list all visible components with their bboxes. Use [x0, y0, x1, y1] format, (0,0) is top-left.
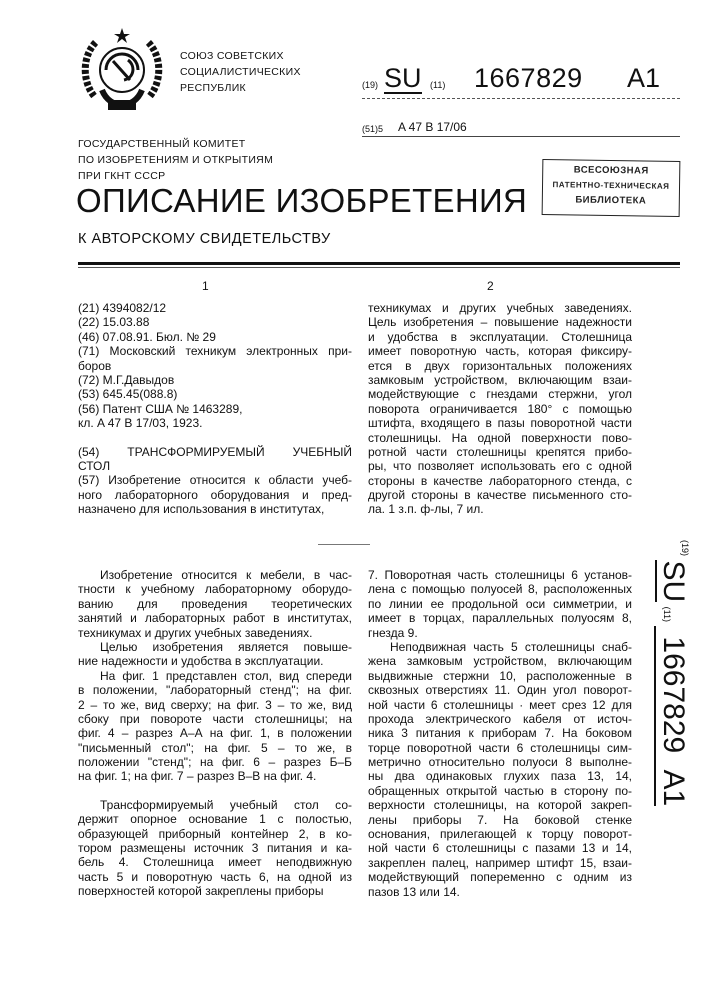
text-line: на фиг. 1; на фиг. 7 – разрез В–В на фиг. 4.	[78, 769, 352, 783]
paragraph	[78, 473, 352, 516]
text-line: поворота ограничивается 180° с помощью	[368, 402, 632, 416]
paragraph	[78, 640, 352, 669]
text-line: (57) Изобретение относится к области учеб-	[78, 473, 352, 487]
text-line: сбоку при повороте части столешницы; на	[78, 712, 352, 726]
text-line: другой стороны в качестве письменного сто-	[368, 488, 632, 502]
country-name	[180, 48, 301, 96]
paragraph	[78, 315, 352, 329]
header-rule-thick	[78, 262, 680, 265]
text-line: по линии ее продольной оси симметрии, и	[368, 597, 632, 611]
section-divider	[318, 544, 370, 545]
text-line: Целью изобретения является повыше-	[78, 640, 352, 654]
text-line: поверхностей которой закреплены приборы	[78, 884, 352, 898]
text-line: пазов 13 или 14.	[368, 885, 632, 899]
text-line: На фиг. 1 представлен стол, вид спереди	[78, 669, 352, 683]
text-line: основания, прилегающей к торцу поворот-	[368, 827, 632, 841]
text-line: ется в двух горизонтальных положениях	[368, 359, 632, 373]
text-line: закреплен палец, например штифт 15, взаи-	[368, 856, 632, 870]
paragraph	[368, 568, 632, 640]
stamp-line: БИБЛИОТЕКА	[543, 192, 679, 209]
document-subtitle: К АВТОРСКОМУ СВИДЕТЕЛЬСТВУ	[78, 231, 331, 247]
stamp-line: ВСЕСОЮЗНАЯ	[543, 162, 679, 179]
paragraph	[78, 330, 352, 344]
text-line: (21) 4394082/12	[78, 301, 352, 315]
text-line: обращенных открытой частью в сторону по-	[368, 784, 632, 798]
text-line: "письменный стол"; на фиг. 5 – то же, в	[78, 741, 352, 755]
country-line: СОЦИАЛИСТИЧЕСКИХ	[180, 64, 301, 80]
country-line: СОЮЗ СОВЕТСКИХ	[180, 48, 301, 64]
text-line: ной части 6 столешницы · меет срез 12 для	[368, 698, 632, 712]
text-line: бель 4. Столешница имеет неподвижную	[78, 855, 352, 869]
paragraph	[368, 301, 632, 517]
text-line: (54) ТРАНСФОРМИРУЕМЫЙ УЧЕБНЫЙ	[78, 445, 352, 459]
text-line: Цель изобретения – повышение надежности	[368, 315, 632, 329]
text-line: выдвижные стержни 10, расположенные в	[368, 669, 632, 683]
text-line: ванию для проведения теоретических	[78, 597, 352, 611]
text-line: имеет в торцах, параллельных полуосям 8,	[368, 611, 632, 625]
text-line: лена с помощью полуосей 8, расположенных	[368, 582, 632, 596]
text-line: образующей приборный контейнер 2, в ко-	[78, 827, 352, 841]
country-code: SU	[655, 560, 690, 602]
text-line: 7. Поворотная часть столешницы 6 установ-	[368, 568, 632, 582]
paragraph	[78, 344, 352, 373]
text-line: жена замковым устройством, включающим	[368, 654, 632, 668]
text-line: лены приборы 7. На боковой стенке	[368, 813, 632, 827]
text-line: ла. 1 з.п. ф-лы, 7 ил.	[368, 502, 632, 516]
text-line: верхности столешницы, на которой закреп-	[368, 798, 632, 812]
text-line: тором размещены источник 3 питания и ка-	[78, 841, 352, 855]
text-line: занятий и лабораторных работ в институтах,	[78, 611, 352, 625]
committee-name	[78, 136, 273, 184]
library-stamp	[542, 159, 681, 217]
text-line: прохода электрического кабеля от источ-	[368, 712, 632, 726]
text-line: ны два одинаковых глухих паза 13, 14,	[368, 769, 632, 783]
text-line: СТОЛ	[78, 459, 352, 473]
text-line: тности к учебному лабораторному оборудо-	[78, 582, 352, 596]
paragraph-gap	[78, 784, 352, 798]
ipc-class: A 47 B 17/06	[398, 120, 467, 134]
text-line: сквозных отверстиях 11. Один угол поворот-	[368, 683, 632, 697]
column-number-2: 2	[487, 279, 494, 293]
paragraph-gap	[78, 431, 352, 445]
country-code: SU	[384, 64, 422, 94]
text-line: боров	[78, 359, 352, 373]
text-line: 2 – то же, вид сверху; на фиг. 3 – то же, вид	[78, 698, 352, 712]
text-line: техникумах и других учебных заведениях.	[368, 301, 632, 315]
text-line: (72) М.Г.Давыдов	[78, 373, 352, 387]
paragraph	[368, 640, 632, 899]
text-line: ры, что позволяет использовать его с одной	[368, 459, 632, 473]
description-right-column	[368, 568, 632, 899]
text-line: ного лабораторного оборудования и пред-	[78, 488, 352, 502]
column-number-1: 1	[202, 279, 209, 293]
text-line: (56) Патент США № 1463289,	[78, 402, 352, 416]
text-line: ника 3 питания к приборам 7. На боковом	[368, 726, 632, 740]
text-line: (53) 645.45(088.8)	[78, 387, 352, 401]
text-line: модействующие с гнездами стержни, угол	[368, 387, 632, 401]
paragraph	[78, 402, 352, 431]
stamp-line: ПАТЕНТНО-ТЕХНИЧЕСКАЯ	[543, 177, 679, 194]
side-patent-number	[650, 540, 690, 790]
patent-number-block	[362, 64, 680, 99]
country-line: РЕСПУБЛИК	[180, 80, 301, 96]
text-line: (71) Московский техникум электронных при-	[78, 344, 352, 358]
text-line: ной части 6 столешницы с пазами 13 и 14,	[368, 841, 632, 855]
text-line: и удобства в эксплуатации. Столешница	[368, 330, 632, 344]
inid-11: (11)	[430, 80, 445, 90]
committee-line: ГОСУДАРСТВЕННЫЙ КОМИТЕТ	[78, 136, 273, 152]
committee-line: ПО ИЗОБРЕТЕНИЯМ И ОТКРЫТИЯМ	[78, 152, 273, 168]
text-line: Неподвижная часть 5 столешницы снаб-	[368, 640, 632, 654]
abstract-right-column	[368, 301, 632, 517]
header-rule-thin	[78, 267, 680, 268]
text-line: торце поворотной части 6 столешницы сим-	[368, 741, 632, 755]
inid-19: (19)	[362, 80, 378, 90]
text-line: метрично относительно полуоси 8 выполне-	[368, 755, 632, 769]
text-line: модействующий попеременно с одним из	[368, 870, 632, 884]
text-line: столешницы. На одной поверхности пово-	[368, 431, 632, 445]
paragraph	[78, 798, 352, 899]
text-line: положении "стенд"; на фиг. 6 – разрез Б–Б	[78, 755, 352, 769]
text-line: имеет поворотную часть, которая фиксиру-	[368, 344, 632, 358]
inid-51: (51)5	[362, 124, 383, 134]
abstract-left-column	[78, 301, 352, 516]
text-line: (22) 15.03.88	[78, 315, 352, 329]
text-line: кл. A 47 B 17/03, 1923.	[78, 416, 352, 430]
kind-code: A1	[657, 770, 690, 807]
text-line: замковым устройством, включающим взаи-	[368, 373, 632, 387]
text-line: стороны в качестве лабораторного стенда, с	[368, 474, 632, 488]
inid-11: (11)	[662, 607, 672, 622]
text-line: часть 5 и поворотную часть 6, на одной из	[78, 870, 352, 884]
text-line: назначено для использования в институтах,	[78, 502, 352, 516]
description-left-column	[78, 568, 352, 899]
text-line: ротной части столешницы крепятся прибо-	[368, 445, 632, 459]
text-line: держит опорное основание 1 с полостью,	[78, 812, 352, 826]
committee-line: ПРИ ГКНТ СССР	[78, 168, 273, 184]
paragraph	[78, 301, 352, 315]
text-line: в положении, "лабораторный стенд"; на фиг.	[78, 683, 352, 697]
text-line: Трансформируемый учебный стол со-	[78, 798, 352, 812]
document-title: ОПИСАНИЕ ИЗОБРЕТЕНИЯ	[76, 182, 527, 220]
text-line: гнезда 9.	[368, 626, 632, 640]
ipc-block	[362, 120, 680, 137]
text-line: техникумах и других учебных заведениях.	[78, 626, 352, 640]
text-line: Изобретение относится к мебели, в час-	[78, 568, 352, 582]
kind-code: A1	[627, 64, 660, 92]
paragraph	[78, 568, 352, 640]
paragraph	[78, 669, 352, 784]
patent-number: 1667829	[657, 636, 690, 753]
inid-19: (19)	[680, 540, 690, 556]
text-line: фиг. 4 – разрез А–А на фиг. 1, в положении	[78, 726, 352, 740]
text-line: ние надежности и удобства в эксплуатации.	[78, 654, 352, 668]
text-line: штифта, входящего в пазы поворотной части	[368, 416, 632, 430]
paragraph	[78, 445, 352, 474]
text-line: (46) 07.08.91. Бюл. № 29	[78, 330, 352, 344]
ussr-emblem	[80, 26, 164, 118]
patent-number: 1667829	[474, 64, 583, 92]
paragraph	[78, 387, 352, 401]
paragraph	[78, 373, 352, 387]
